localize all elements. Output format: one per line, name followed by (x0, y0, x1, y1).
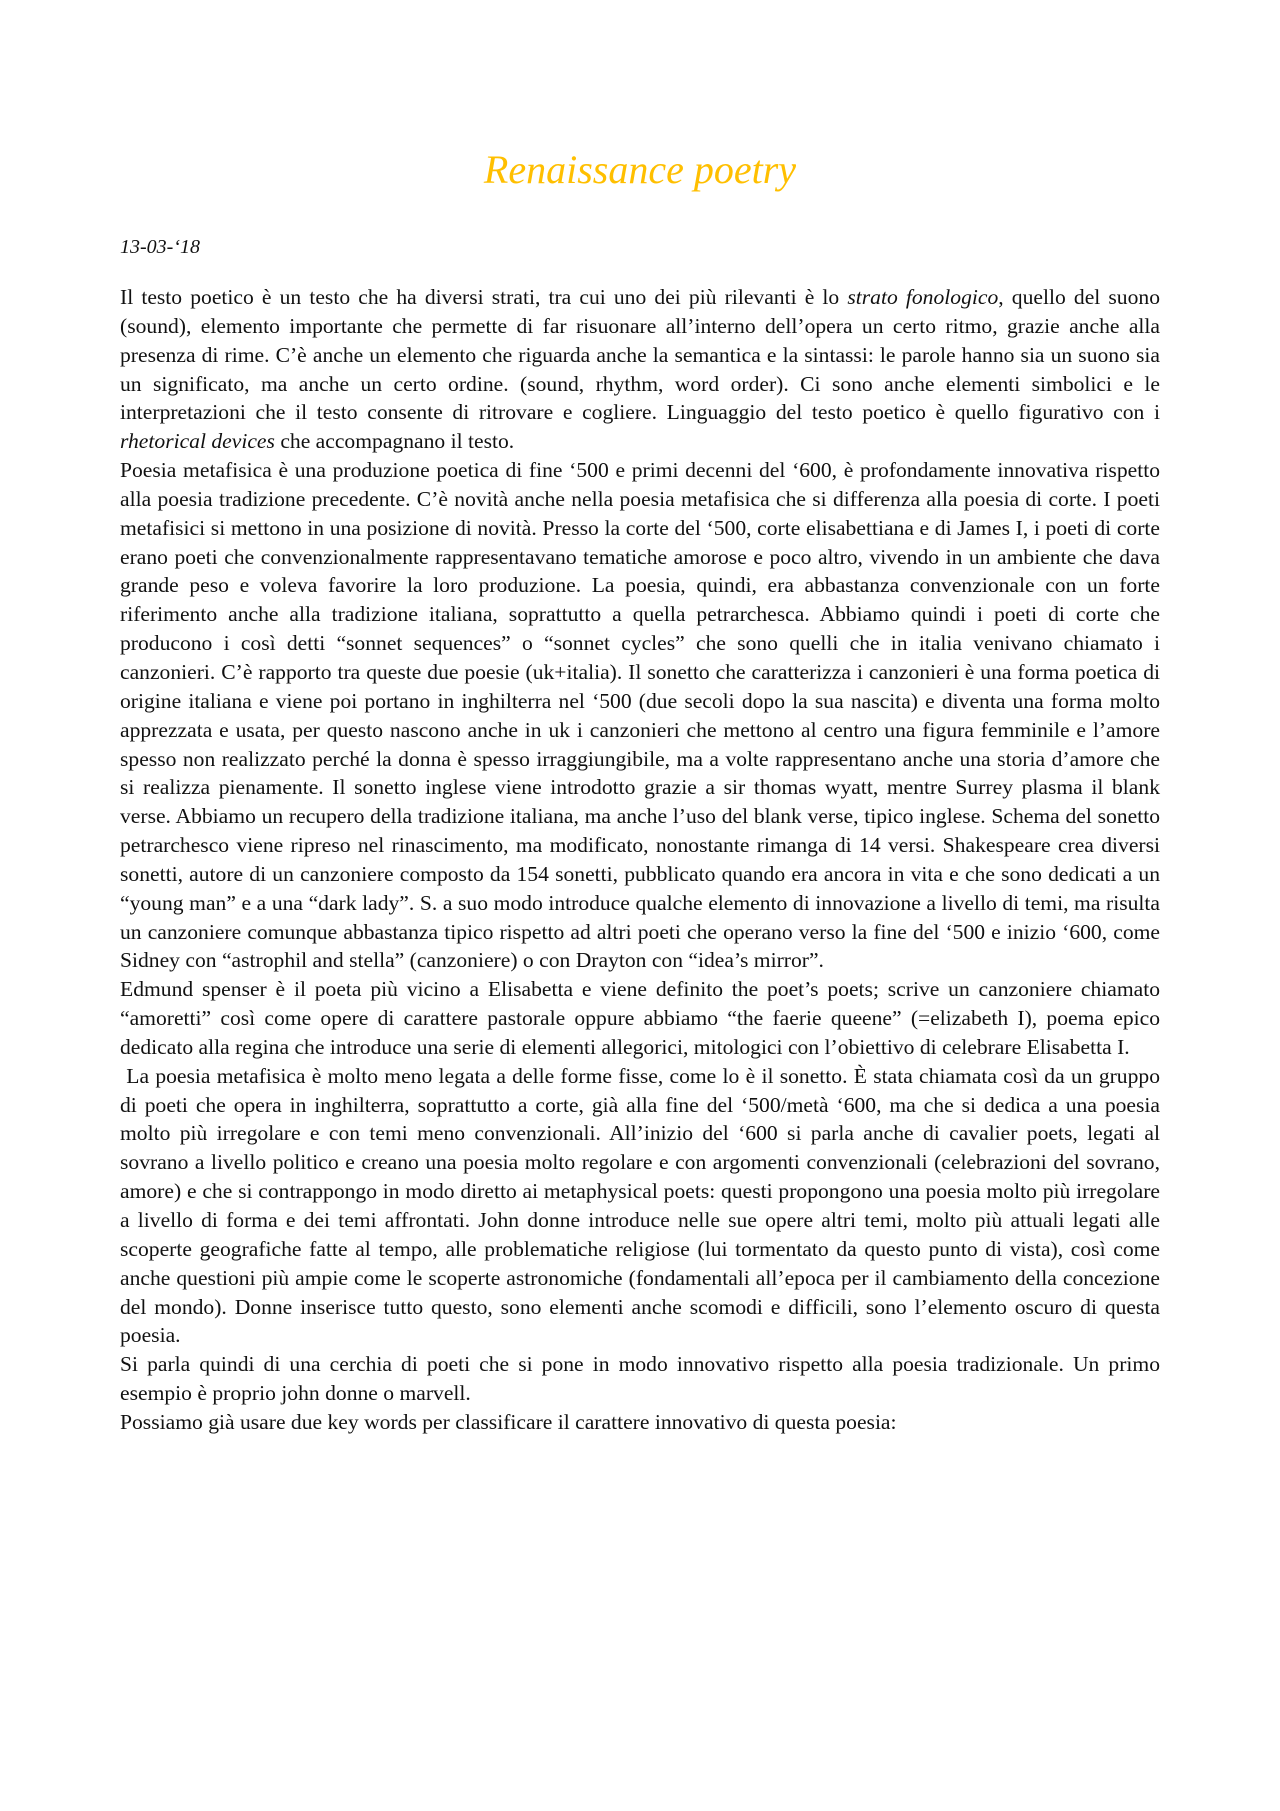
paragraph-cerchia: Si parla quindi di una cerchia di poeti che si pone in modo innovativo rispetto alla poesia tradizionale. Un primo esempio è proprio john donne o marvell. (120, 1352, 1160, 1406)
paragraph-strati (120, 283, 1160, 456)
document-body (120, 283, 1166, 1437)
document-title: Renaissance poetry (483, 147, 797, 192)
italic-term: strato fonologico (847, 285, 999, 309)
paragraph-text: , quello del suono (sound), elemento importante che permette di far risuonare all’interno dell’opera un certo ritmo, grazie anche alla presenza di rime. C’è anche un elemento che riguarda anche la semantica e la sintassi: le parole hanno sia un suono sia un significato, ma anche un certo ordine. (sound, rhythm, word order). Ci sono anche elementi simbolici e le interpretazioni che il testo consente di ritrovare e cogliere. Linguaggio del testo poetico è quello figurativo con i (120, 285, 1160, 425)
paragraph-spenser: Edmund spenser è il poeta più vicino a Elisabetta e viene definito the poet’s poets; scrive un canzoniere chiamato “amoretti” così come opere di carattere pastorale oppure abbiamo “the faerie queene” (=elizabeth I), poema epico dedicato alla regina che introduce una serie di elementi allegorici, mitologici con l’obiettivo di celebrare Elisabetta I. (120, 977, 1160, 1059)
italic-term: rhetorical devices (120, 429, 275, 454)
document-date: 13-03-‘18 (120, 236, 200, 258)
paragraph-poesia-metafisica: Poesia metafisica è una produzione poetica di fine ‘500 e primi decenni del ‘600, è profondamente innovativa rispetto alla poesia tradizione precedente. C’è novità anche nella poesia metafisica che si differenza alla poesia di corte. I poeti metafisici si mettono in una posizione di novità. Presso la corte del ‘500, corte elisabettiana e di James I, i poeti di corte erano poeti che convenzionalmente rappresentavano tematiche amorose e poco altro, vivendo in un ambiente che dava grande peso e voleva favorire la loro produzione. La poesia, quindi, era abbastanza convenzionale con un forte riferimento anche alla tradizione italiana, soprattutto a quella petrarchesca. Abbiamo quindi i poeti di corte che producono i così detti “sonnet sequences” o “sonnet cycles” che sono quelli che in italia venivano chiamato i canzonieri. C’è rapporto tra queste due poesie (uk+italia). Il sonetto che caratterizza i canzonieri è una forma poetica di origine italiana e viene poi portano in inghilterra nel ‘500 (due secoli dopo la sua nascita) e diventa una forma molto apprezzata e usata, per questo nascono anche in uk i canzonieri che mettono al centro una figura femminile e l’amore spesso non realizzato perché la donna è spesso irraggiungibile, ma a volte rappresentano anche una storia d’amore che si realizza pienamente. Il sonetto inglese viene introdotto grazie a sir thomas wyatt, mentre Surrey plasma il blank verse. Abbiamo un recupero della tradizione italiana, ma anche l’uso del blank verse, tipico inglese. Schema del sonetto petrarchesco viene ripreso nel rinascimento, ma modificato, nonostante rimanga di 14 versi. Shakespeare crea diversi sonetti, autore di un canzoniere composto da 154 sonetti, pubblicato quando era ancora in vita e che sono dedicati a un “young man” e a una “dark lady”. S. a suo modo introduce qualche elemento di innovazione a livello di temi, ma risulta un canzoniere comunque abbastanza tipico rispetto ad altri poeti che operano verso la fine del ‘500 e inizio ‘600, come Sidney con “astrophil and stella” (canzoniere) o con Drayton con “idea’s mirror”. (120, 458, 1160, 973)
paragraph-text: che accompagnano il testo. (274, 429, 515, 454)
paragraph-text: Il testo poetico è un testo che ha diversi strati, tra cui uno dei più rilevanti è lo (120, 285, 848, 309)
paragraph-key-words: Possiamo già usare due key words per classificare il carattere innovativo di questa poesia: (120, 1409, 897, 1434)
paragraph-metaphysical-poets: La poesia metafisica è molto meno legata a delle forme fisse, come lo è il sonetto. È stata chiamata così da un gruppo di poeti che opera in inghilterra, soprattutto a corte, già alla fine del ‘500/metà ‘600, ma che si dedica a una poesia molto più irregolare e con temi meno convenzionali. All’inizio del ‘600 si parla anche di cavalier poets, legati al sovrano a livello politico e creano una poesia molto regolare e con argomenti convenzionali (celebrazioni del sovrano, amore) e che si contrappongo in modo diretto ai metaphysical poets: questi propongono una poesia molto più irregolare a livello di forma e dei temi affrontati. John donne introduce nelle sue opere altri temi, molto più attuali legati alle scoperte geografiche fatte al tempo, alle problematiche religiose (lui tormentato da questo punto di vista), così come anche questioni più ampie come le scoperte astronomiche (fondamentali all’epoca per il cambiamento della concezione del mondo). Donne inserisce tutto questo, sono elementi anche scomodi e difficili, sono l’elemento oscuro di questa poesia. (120, 1063, 1166, 1348)
